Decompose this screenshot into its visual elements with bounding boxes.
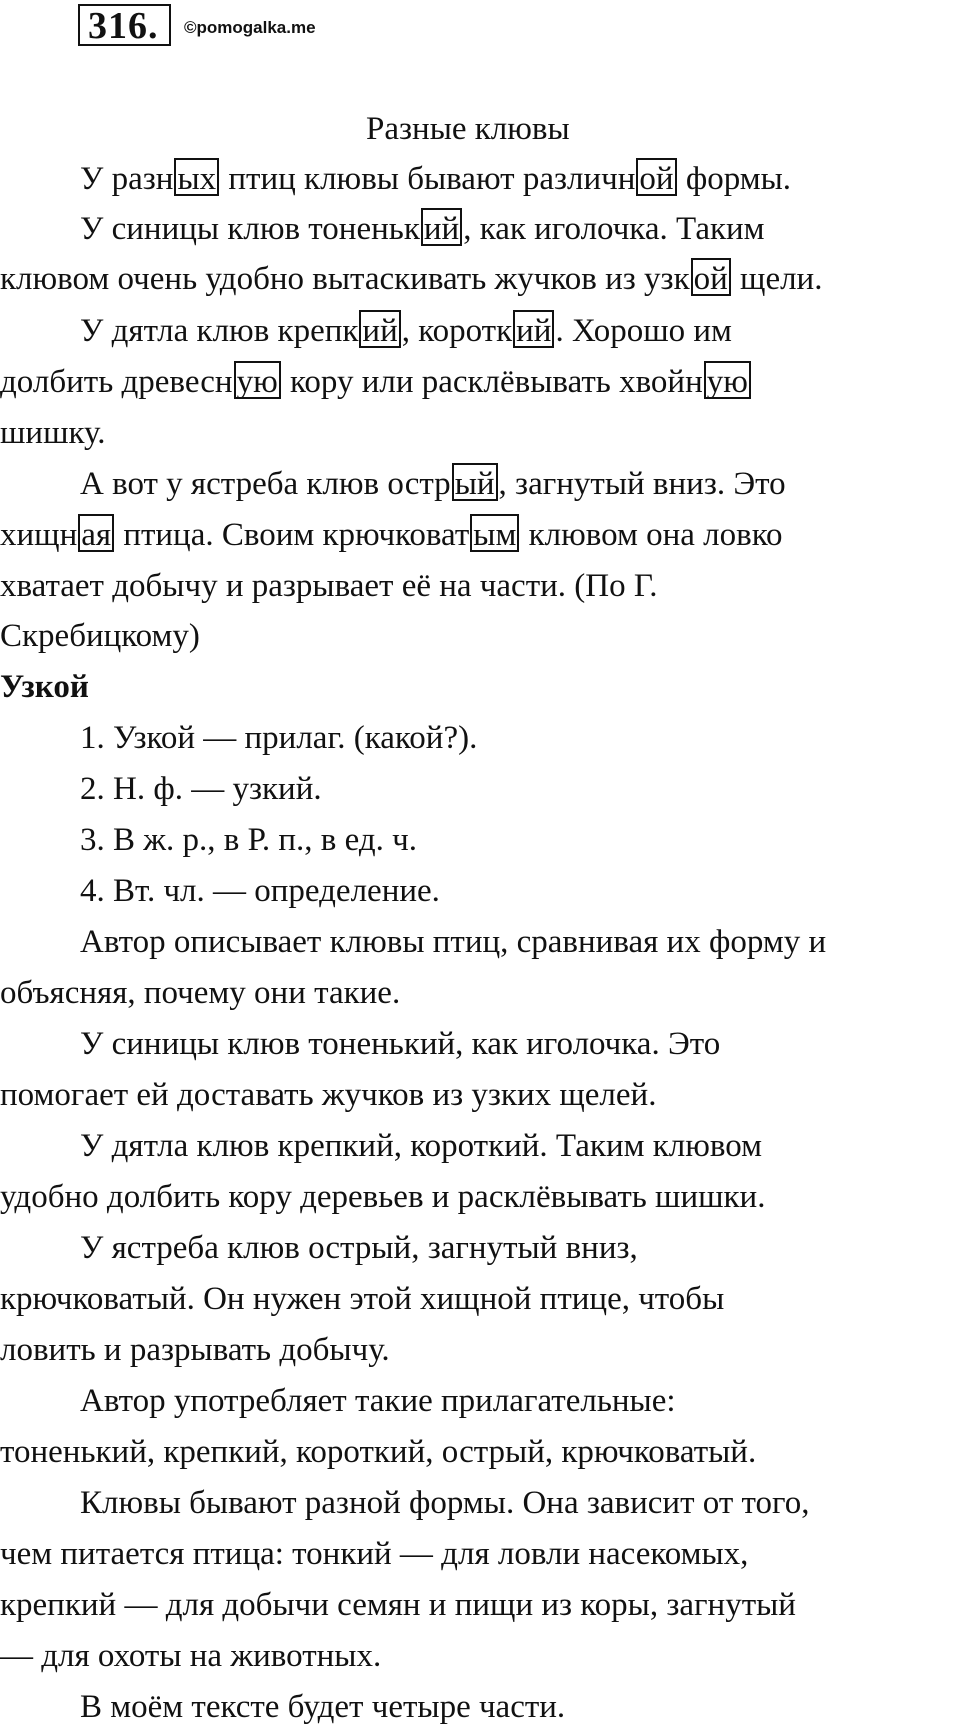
text-line	[80, 207, 765, 251]
text-segment: Клювы бывают разной формы. Она зависит от того,	[80, 1485, 810, 1521]
text-segment: , коротк	[401, 313, 513, 349]
text-segment: шишку.	[0, 415, 106, 451]
analysis-item	[80, 818, 417, 862]
analysis-item	[80, 716, 477, 760]
text-segment: птица. Своим крючковат	[115, 517, 470, 553]
text-segment: У дятла клюв крепкий, короткий. Таким клювом	[80, 1128, 762, 1164]
text-segment: чем питается птица: тонкий — для ловли насекомых,	[0, 1536, 749, 1572]
text-line	[0, 1430, 756, 1474]
text-line	[80, 1124, 762, 1168]
text-segment: формы.	[677, 161, 792, 197]
highlighted-ending: ий	[359, 310, 400, 348]
highlighted-ending: ая	[78, 514, 114, 552]
exercise-number: 316.	[88, 5, 159, 47]
text-segment: Разные клювы	[366, 111, 570, 147]
text-segment: . Хорошо им	[555, 313, 732, 349]
text-line	[0, 564, 657, 608]
text-line	[80, 920, 826, 964]
text-segment: 4. Вт. чл. — определение.	[80, 873, 440, 909]
text-segment: У разн	[80, 161, 174, 197]
text-line	[0, 1073, 656, 1117]
text-segment: У синицы клюв тоненьк	[80, 211, 420, 247]
text-segment: тоненький, крепкий, короткий, острый, крючковатый.	[0, 1434, 757, 1470]
text-line	[80, 157, 791, 201]
text-segment: помогает ей доставать жучков из узких щелей.	[0, 1077, 657, 1113]
highlighted-ending: ый	[452, 463, 498, 501]
exercise-number-box	[78, 4, 171, 46]
highlighted-ending: ых	[174, 158, 219, 196]
text-segment: , как иголочка. Таким	[463, 211, 765, 247]
text-line	[0, 614, 200, 658]
text-line	[80, 1226, 638, 1270]
text-segment: объясняя, почему они такие.	[0, 975, 401, 1011]
text-segment: Скребицкому)	[0, 618, 200, 654]
site-watermark: ©pomogalka.me	[184, 18, 316, 37]
text-segment: 1. Узкой — прилаг. (какой?).	[80, 720, 478, 756]
text-segment: , загнутый вниз. Это	[498, 466, 786, 502]
text-line	[0, 1175, 765, 1219]
text-title	[366, 107, 570, 151]
text-segment: — для охоты на животных.	[0, 1638, 382, 1674]
text-segment: щели.	[731, 261, 823, 297]
text-segment: 2. Н. ф. — узкий.	[80, 771, 322, 807]
text-segment: птиц клювы бывают различн	[220, 161, 636, 197]
text-segment: долбить древесн	[0, 364, 233, 400]
text-line	[80, 1481, 809, 1525]
text-segment: крепкий — для добычи семян и пищи из коры, загнутый	[0, 1587, 796, 1623]
text-segment: А вот у ястреба клюв остр	[80, 466, 451, 502]
text-line	[0, 257, 822, 301]
text-segment: кору или расклёвывать хвойн	[281, 364, 703, 400]
text-line	[0, 1583, 796, 1627]
text-segment: Автор описывает клювы птиц, сравнивая их форму и	[80, 924, 827, 960]
text-segment: У дятла клюв крепк	[80, 313, 359, 349]
analysis-item	[80, 767, 322, 811]
text-segment: ловить и разрывать добычу.	[0, 1332, 390, 1368]
highlighted-ending: ую	[704, 361, 751, 399]
highlighted-ending: ий	[421, 208, 462, 246]
analysis-item	[80, 869, 440, 913]
text-line	[80, 1022, 720, 1066]
text-segment: крючковатый. Он нужен этой хищной птице, чтобы	[0, 1281, 725, 1317]
text-segment: В моём тексте будет четыре части.	[80, 1689, 566, 1725]
text-segment: хватает добычу и разрывает её на части. (По Г.	[0, 568, 658, 604]
text-line	[0, 411, 106, 455]
text-line	[0, 1634, 381, 1678]
text-line	[80, 1685, 565, 1729]
text-segment: Автор употребляет такие прилагательные:	[80, 1383, 676, 1419]
text-line	[0, 1328, 390, 1372]
text-line	[80, 309, 732, 353]
text-segment: хищн	[0, 517, 78, 553]
text-line	[80, 462, 786, 506]
highlighted-ending: ую	[234, 361, 281, 399]
text-line	[0, 1532, 748, 1576]
text-segment: У ястреба клюв острый, загнутый вниз,	[80, 1230, 638, 1266]
highlighted-ending: ий	[513, 310, 554, 348]
text-line	[80, 1379, 676, 1423]
text-segment: У синицы клюв тоненький, как иголочка. Это	[80, 1026, 721, 1062]
text-segment: 3. В ж. р., в Р. п., в ед. ч.	[80, 822, 417, 858]
text-segment: удобно долбить кору деревьев и расклёвывать шишки.	[0, 1179, 766, 1215]
text-line	[0, 360, 752, 404]
highlighted-ending: ым	[470, 514, 519, 552]
highlighted-ending: ой	[636, 158, 676, 196]
text-line	[0, 513, 783, 557]
text-line	[0, 1277, 724, 1321]
text-segment: клювом очень удобно вытаскивать жучков из узк	[0, 261, 690, 297]
section-heading	[0, 665, 89, 709]
text-segment: Узкой	[0, 669, 89, 705]
highlighted-ending: ой	[691, 258, 731, 296]
text-segment: клювом она ловко	[520, 517, 783, 553]
text-line	[0, 971, 400, 1015]
